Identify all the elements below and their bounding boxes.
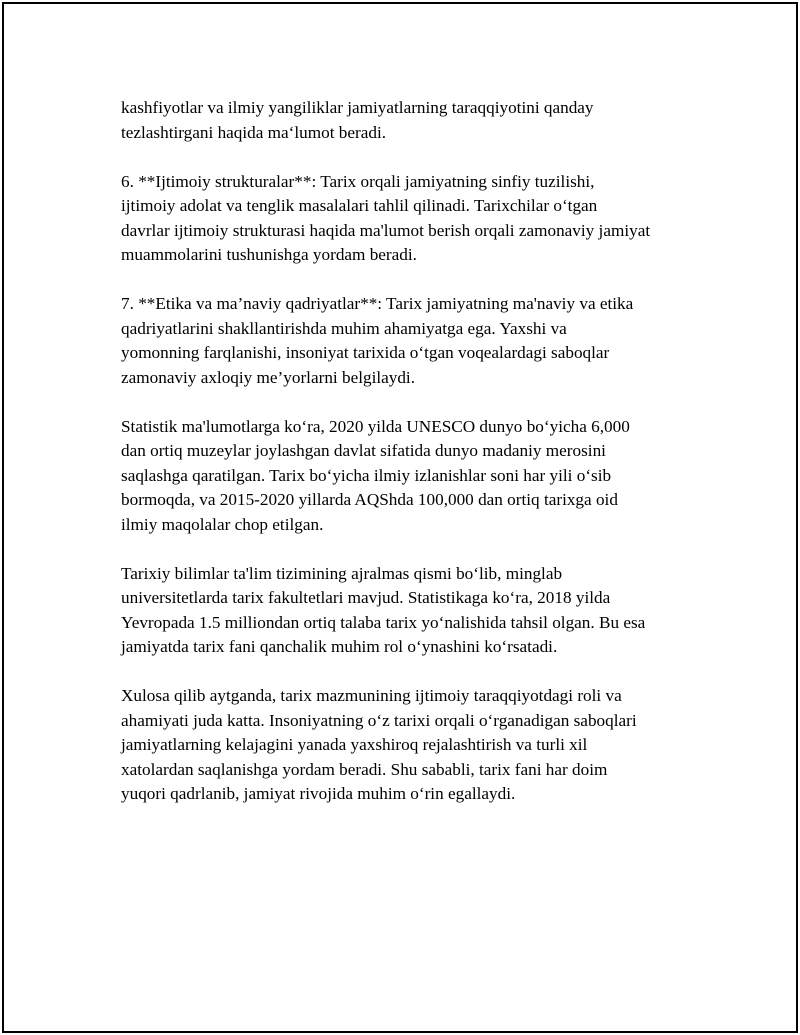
text-line: 6. **Ijtimoiy strukturalar**: Tarix orqali jamiyatning sinfiy tuzilishi, <box>121 171 595 191</box>
paragraph-ethics-values <box>121 292 701 390</box>
text-line: jamiyatda tarix fani qanchalik muhim rol oʻynashini koʻrsatadi. <box>121 637 558 656</box>
text-line: universitetlarda tarix fakultetlari mavjud. Statistikaga koʻra, 2018 yilda <box>121 588 611 607</box>
text-line: qadriyatlarini shakllantirishda muhim ahamiyatga ega. Yaxshi va <box>121 318 567 338</box>
text-line: jamiyatlarning kelajagini yanada yaxshiroq rejalashtirish va turli xil <box>121 735 588 754</box>
text-line: kashfiyotlar va ilmiy yangiliklar jamiyatlarning taraqqiyotini qanday <box>121 98 594 117</box>
text-line: tezlashtirgani haqida maʻlumot beradi. <box>121 122 387 142</box>
text-line: ilmiy maqolalar chop etilgan. <box>121 514 324 534</box>
text-line: Tarixiy bilimlar ta'lim tizimining ajralmas qismi boʻlib, minglab <box>121 563 563 583</box>
text-line: 7. **Etika va ma’naviy qadriyatlar**: Tarix jamiyatning ma'naviy va etika <box>121 294 634 313</box>
text-line: saqlashga qaratilgan. Tarix boʻyicha ilmiy izlanishlar soni har yili oʻsib <box>121 465 612 485</box>
text-line: yomonning farqlanishi, insoniyat tarixida oʻtgan voqealardagi saboqlar <box>121 343 610 362</box>
document-body <box>121 96 701 831</box>
text-line: ahamiyati juda katta. Insoniyatning oʻz tarixi orqali oʻrganadigan saboqlari <box>121 710 637 730</box>
text-line: dan ortiq muzeylar joylashgan davlat sifatida dunyo madaniy merosini <box>121 441 606 460</box>
paragraph-conclusion <box>121 684 701 807</box>
text-line: xatolardan saqlanishga yordam beradi. Shu sababli, tarix fani har doim <box>121 759 608 779</box>
text-line: zamonaviy axloqiy me’yorlarni belgilaydi. <box>121 367 416 387</box>
text-line: bormoqda, va 2015-2020 yillarda AQShda 100,000 dan ortiq tarixga oid <box>121 490 618 509</box>
page-frame <box>2 2 798 1033</box>
paragraph-social-structures <box>121 170 701 268</box>
paragraph-continuation <box>121 96 701 145</box>
paragraph-education <box>121 562 701 660</box>
text-line: Yevropada 1.5 milliondan ortiq talaba tarix yoʻnalishida tahsil olgan. Bu esa <box>121 612 646 632</box>
text-line: yuqori qadrlanib, jamiyat rivojida muhim oʻrin egallaydi. <box>121 784 516 803</box>
text-line: davrlar ijtimoiy strukturasi haqida ma'lumot berish orqali zamonaviy jamiyat <box>121 220 651 240</box>
paragraph-statistics <box>121 415 701 538</box>
text-line: Xulosa qilib aytganda, tarix mazmunining ijtimoiy taraqqiyotdagi roli va <box>121 686 622 705</box>
text-line: Statistik ma'lumotlarga koʻra, 2020 yilda UNESCO dunyo boʻyicha 6,000 <box>121 416 630 436</box>
text-line: muammolarini tushunishga yordam beradi. <box>121 245 417 264</box>
text-line: ijtimoiy adolat va tenglik masalalari tahlil qilinadi. Tarixchilar oʻtgan <box>121 196 598 215</box>
